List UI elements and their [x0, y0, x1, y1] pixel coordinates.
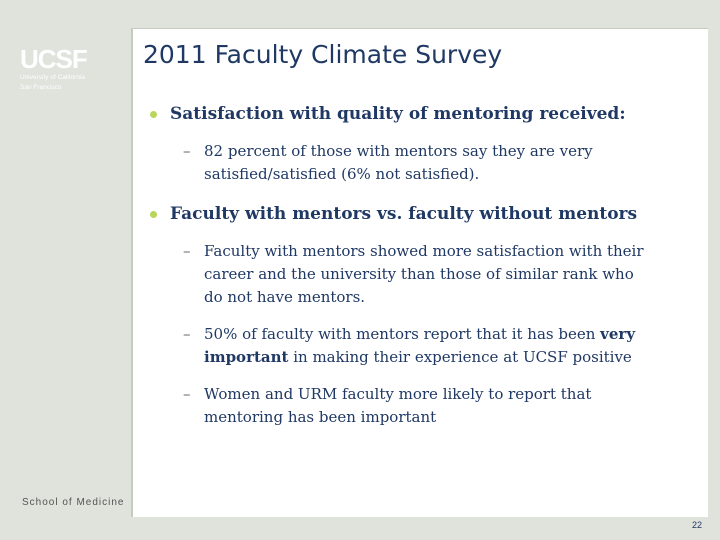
sub-bullet-text-post: in making their experience at UCSF positive [288, 348, 632, 366]
sub-bullet-text: Women and URM faculty more likely to report that mentoring has been important [204, 385, 592, 426]
emphasis-text: very important [204, 325, 636, 366]
bullet-dot-icon [150, 111, 157, 118]
sub-bullet-item [150, 383, 645, 429]
logo-mark: UCSF [20, 44, 87, 74]
school-label: School of Medicine [22, 497, 125, 508]
bullet-item [150, 202, 700, 226]
dash-icon: – [183, 325, 191, 343]
logo-line-1: University of California [20, 74, 86, 81]
sub-bullet-text: 82 percent of those with mentors say they are very satisfied/satisfied (6% not satisfied). [204, 142, 593, 183]
bullet-text: Satisfaction with quality of mentoring received: [170, 104, 626, 124]
sub-bullet-item [150, 323, 645, 369]
ucsf-logo [20, 46, 120, 91]
dash-icon: – [183, 142, 191, 160]
sub-bullet-item [150, 240, 645, 309]
sub-bullet-item [150, 140, 645, 186]
bullet-dot-icon [150, 211, 157, 218]
page-number: 22 [691, 520, 702, 530]
slide-title: 2011 Faculty Climate Survey [143, 40, 503, 69]
bullet-item [150, 102, 700, 126]
logo-line-2: San Francisco [20, 83, 62, 91]
bullet-list [150, 102, 700, 429]
bullet-text: Faculty with mentors vs. faculty without mentors [170, 204, 638, 224]
sub-bullet-text: Faculty with mentors showed more satisfaction with their career and the university than those of similar rank who do not have mentors. [204, 242, 644, 306]
dash-icon: – [183, 385, 191, 403]
sub-bullet-text-pre: 50% of faculty with mentors report that it has been [204, 325, 601, 343]
dash-icon: – [183, 242, 191, 260]
